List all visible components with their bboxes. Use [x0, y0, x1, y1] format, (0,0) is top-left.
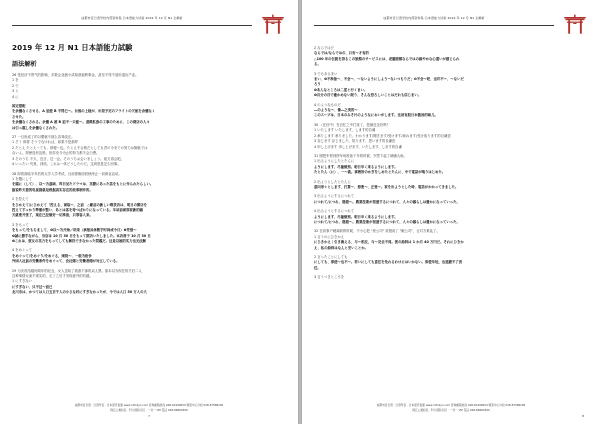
option-line: ないよ。即使没有及格，但你至今为止的努力都不会白费。	[12, 151, 100, 156]
option-line: 2 ならではだ	[314, 46, 335, 50]
header-text: 成都市官日语学校内部资料集·日本语能力试验 2019 年 12 月 N1 全解析	[81, 16, 183, 20]
option-line: 4 に	[12, 94, 19, 99]
page-header-right	[314, 14, 588, 36]
content-block	[314, 209, 588, 225]
explanation-line: を余儀なくさせる、A 迫使 B 不得已～。台風の上陸が、出発予定のフライトの欠航を余儀なく	[12, 109, 156, 114]
content-block	[314, 103, 588, 119]
explanation-line: にしても、即使～也不～。若いにしても責任を免れるわけにはいかない。即使年轻，也逃避不了责	[314, 260, 463, 265]
option-line: 1 そう 即将 そうでなければ，如果不是那样	[12, 140, 78, 145]
option-line: 2 承りします 承りました、わかります/聞きます/受けます/尋ねます/受け取ります的自谦语	[314, 133, 451, 138]
explanation-line: このスープは、日本のみそ汁のようなにおいがします。这汤有股日本酱汤的味儿。	[314, 113, 438, 118]
page-body-left	[12, 73, 286, 401]
option-line: 2 たとえ たとえ～ても、即便～也。たとえ不合格だとしても君の今までの努力は無駄では	[12, 145, 148, 150]
torii-gate-logo	[260, 14, 286, 36]
explanation-line: をひかえて/にひかえて「控える、面临～、之前 △駅前の新しい喫茶店は、明日の開店を	[12, 202, 148, 207]
option-line: 4 のようなものだ	[314, 102, 341, 107]
explanation-line: ―のような～、像―之类的～	[314, 108, 358, 113]
page-body-right	[314, 46, 588, 401]
page-number-right: 8	[582, 414, 584, 418]
question-line: 30 （在信中）在百忙之中打扰了，您最近还好吗？	[314, 122, 391, 127]
explanation-line: △100 年の伝統を誇るこの旅館のサービスには、老舗旅館ならではの細やかな心遣いが感じられ	[314, 56, 460, 61]
question-line: 这种事情反而不现实的，走了之后才发现意外的有趣。	[12, 274, 93, 278]
explanation-line: にひきかえ｜引き換える、与～相反，与～完全不同。彼の給料は 1 か月 40 万円だ。それにひきか	[314, 240, 464, 245]
explanation-line: にすぎない、只不过～而已	[12, 284, 53, 289]
explanation-line: る。	[314, 62, 321, 67]
option-line: 2 を控えて	[12, 197, 29, 202]
content-block	[12, 197, 286, 219]
option-line: 3 出るようにするにつれて	[314, 194, 355, 199]
option-line: 1 にすぎない	[12, 279, 33, 284]
content-block	[314, 123, 588, 150]
explanation-line: 任。	[314, 265, 321, 270]
explanation-line: ❶あんなところは二度と行くまい。	[314, 87, 368, 92]
content-block	[314, 255, 588, 271]
option-line: 1 を題にして	[12, 176, 33, 181]
block-spacer	[12, 296, 286, 300]
page-right	[302, 0, 600, 424]
question-line: 31 刚把车停到停车场准备下车的时候，突然下起了磅礴大雨。	[314, 153, 407, 158]
option-line: 2 出ようとしたとたんに	[314, 179, 351, 184]
option-line: 4 をめぐって	[12, 248, 32, 253]
explanation-line: ❶自分の目で確かめない限り、そんな恐ろしいことはだれも信じまい。	[314, 93, 422, 98]
option-line: 3 をもって	[12, 222, 29, 227]
block-spacer	[314, 281, 588, 285]
option-line: 1 いたします いたします，します的自谦	[314, 128, 376, 133]
explanation-line: を余儀なくされる。余儀 A 被 B 迫不一只能～。道路拡張の工事のために、この商店の人々	[12, 120, 150, 125]
option-line: 4 申し上げます 申し上げます、いたします、します的自谦	[314, 144, 402, 149]
explanation-line: させた。	[12, 114, 26, 119]
page-title: 2019 年 12 月 N1 日本語能力試験	[12, 43, 133, 52]
page-footer-left	[12, 401, 286, 418]
question-line: 29 为庆祝结婚两周年的纪念，女人送给了我游不那的双人票。原本以为现在的夫妇二人	[12, 268, 142, 273]
explanation-line: ようにします、尽量做到。明日早く来るようにします。	[314, 164, 398, 169]
explanation-line: 控えてすっかり準備が整い、あとは客を待つばかりになっている。车站前面那家新的咖	[12, 207, 143, 212]
page-left	[0, 0, 298, 424]
section-label: 固定搭配	[12, 104, 26, 109]
explanation-line: え、私の給料はなんと安いことか。	[314, 245, 369, 250]
question-line: 26 受经济不景气的影响，多数企业缩小或取消福利事金，甚至不得不适用退出产业。	[12, 73, 139, 77]
explanation-line: ❶これは、彼女の実力をもってしても解決できなかった問題だ。这是以她的实力也无法解	[12, 238, 147, 243]
explanation-line: 天就要开张了，现在已经做好一切准备，只等客人来。	[12, 213, 93, 218]
explanation-line: につれて/につれ、随着～。農業技術が発達するにつれて、人々の暮らしは豊かになっていった。	[314, 219, 460, 224]
option-line: 3 そのうち 不久、近日、过一会。そのうちお会いましょう。改天再会吧。	[12, 156, 124, 161]
explanation-line: ならでは/ならではの、只有～才有的	[314, 51, 369, 56]
footer-line-1: 成都市官日语 · 日语考官 · 日本留学直通 www.cdtokyo.com 咨询邮箱热线 028-61999659 锦里中心分校 028-67568299	[376, 403, 526, 408]
content-block	[12, 269, 286, 296]
explanation-line: まい、❶不准备～、不会～、～ないようにしよう~ないつもりだ；❷不会～吧、也许不～、～ないだ	[314, 77, 464, 82]
option-line: 2 言ったことにしても	[314, 255, 348, 259]
content-block	[12, 135, 286, 167]
question-line: 32 在同事户硬离职的时候，不小心把 "贵公司" 说错成了 "敝公司"，让对方难乱了。	[314, 229, 440, 234]
content-block	[12, 172, 286, 194]
question-line: 27 一旦形成了的习惯就不那么容易改正。	[12, 135, 75, 140]
content-block	[12, 104, 286, 131]
header-rule	[314, 25, 554, 26]
page-footer-right	[314, 401, 588, 418]
option-line: 3 と	[12, 89, 19, 94]
content-block	[314, 229, 588, 251]
content-block	[314, 72, 588, 99]
content-block	[314, 46, 588, 68]
content-block	[314, 180, 588, 191]
option-line: 1 言うのにひきかえ	[314, 234, 345, 239]
explanation-line: ろう	[314, 82, 321, 87]
explanation-line: 北川市は、かつては人口五百千人の小さな村にすぎなかったが、今では人口 50 万人の大	[12, 290, 147, 295]
option-line: 2 で	[12, 83, 19, 88]
option-line: 3 言うべきところを	[314, 275, 345, 280]
explanation-line: をめぐって/をめぐり/をめぐる，围绕～、一般为纷争	[12, 253, 92, 258]
content-block	[12, 223, 286, 245]
footer-line-1: 成都市官日语 · 日语考官 · 日本留学直通 www.cdtokyo.com 咨询邮箱热线 028-61999659 锦里中心分校 028-67568299	[74, 403, 224, 408]
explanation-line: を題に（して）、以～为基础、昨日見たドラマは、実際にあった話をもとに作られたらしい。	[12, 182, 154, 187]
explanation-line: 外国人社員の労働条件をめぐって、会社側と労働者側が対立している。	[12, 259, 120, 264]
explanation-line: は引っ越しを余儀なくされた。	[12, 125, 60, 130]
content-block	[12, 248, 286, 264]
page-number-left: 7	[148, 414, 150, 418]
torii-gate-logo	[562, 14, 588, 36]
option-line: 3 でもあるまい	[314, 71, 338, 76]
explanation-line: たとたん（に）、一～就。事務所のかぎをしめたとたんに、中で電話が鳴りはじめた。	[314, 170, 446, 175]
explanation-line: につれて/につれ、随着～。農業技術が発達するにつれて、人々の暮らしは豊かになっていった。	[314, 199, 460, 204]
explanation-line: 意向形＋とします、打算～、想要～、正要～。家を出ようとした時、電話がかかってきました。	[314, 184, 459, 189]
option-line: 4 出るようとするにつれて	[314, 209, 355, 214]
explanation-line: ようにします、尽量做到。明日早く来るようにします。	[314, 214, 398, 219]
header-text: 成都市官日语学校内部资料集·日本语能力试验 2019 年 12 月 N1 全解析	[383, 16, 485, 20]
footer-line-2: 锦江公寓校区 · 科大国际分区 · 一对一 VIP 签证 028-86680399	[110, 407, 188, 412]
explanation-line: 据说昨天看的电视剧就是根据真实存在的故事制作的。	[12, 187, 93, 192]
explanation-line: をもって/をもちまして、❶以～为开始／结束（承接具体数字时间或今日）❶凭借～	[12, 228, 137, 233]
content-block	[12, 73, 286, 100]
question-line: 28 即将面临半年后的大学入学考试，目前需像西回秋终止一切商业活动。	[12, 171, 122, 176]
option-line: 1 を	[12, 78, 19, 83]
header-rule	[12, 25, 252, 26]
explanation-line: ❶誠に勝手ながら、当店は 10 月 30 日をもって閉店いたしました。本店将于 10 月 30 日	[12, 233, 151, 238]
page-header-left	[12, 14, 286, 36]
footer-line-2: 锦江公寓校区 · 科大国际分区 · 一对一 VIP 签证 028-86680399	[412, 407, 490, 412]
content-block	[314, 194, 588, 205]
option-line: 4 いったい 究竟、到底。これは一体どうしたのだ。这到底是怎么回事。	[12, 162, 121, 167]
content-block	[314, 154, 588, 176]
option-line: 3 存じます 存じました、知ります、思います的自谦语	[314, 139, 396, 144]
option-line: 1 出るようにしたとたんに	[314, 159, 355, 164]
page-subtitle: 語法解析	[12, 61, 37, 68]
